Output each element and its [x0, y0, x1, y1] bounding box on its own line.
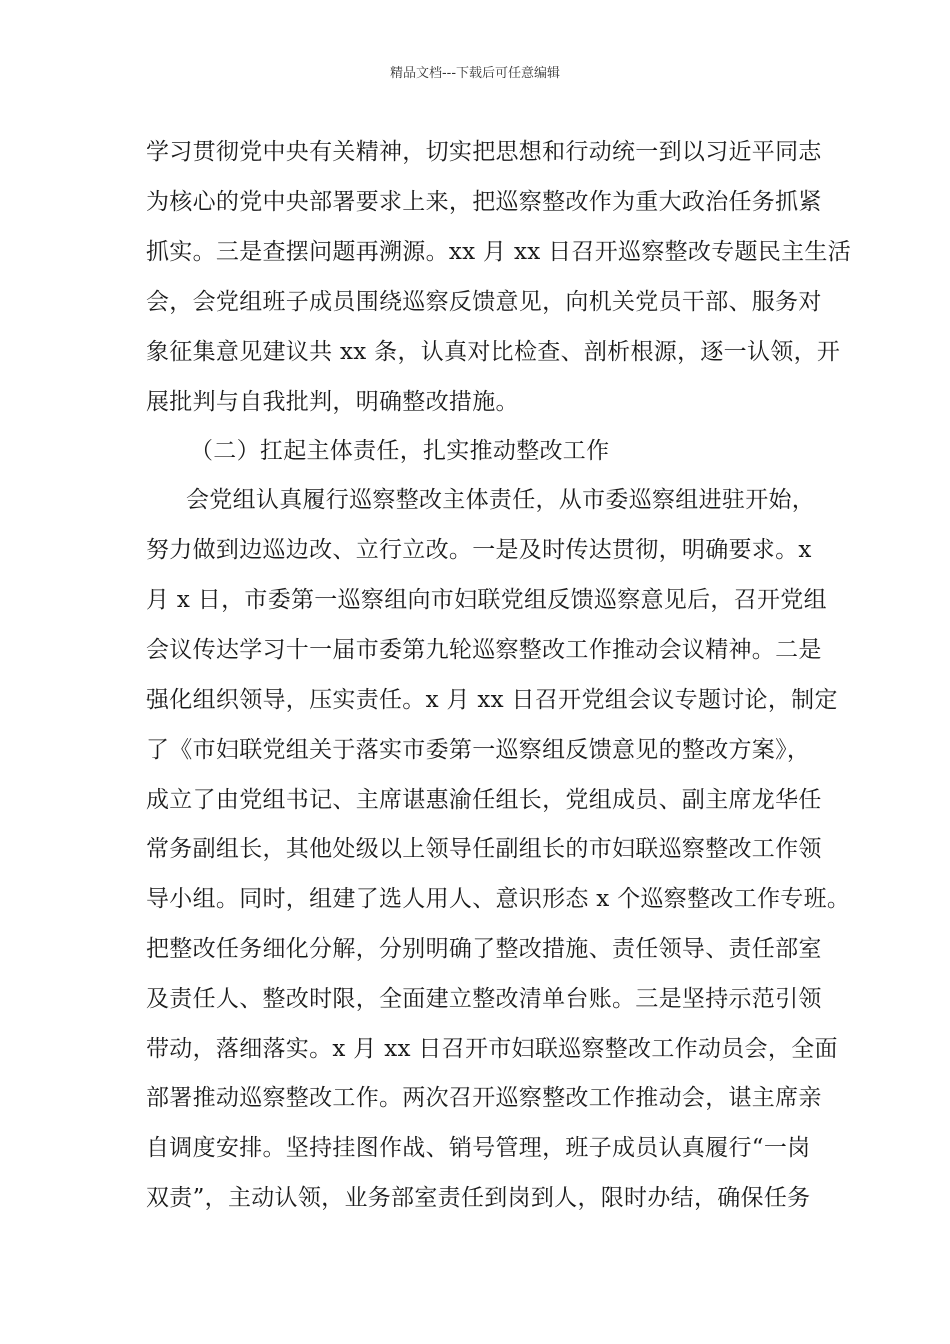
- body-line-3: 抓实。三是查摆问题再溯源。xx 月 xx 日召开巡察整改专题民主生活: [146, 239, 852, 265]
- body-line-18: 及责任人、整改时限，全面建立整改清单台账。三是坚持示范引领: [146, 986, 822, 1012]
- body-line-14: 成立了由党组书记、主席谌惠渝任组长，党组成员、副主席龙华任: [146, 787, 822, 813]
- body-line-17: 把整改任务细化分解，分别明确了整改措施、责任领导、责任部室: [146, 936, 822, 962]
- body-line-19: 带动，落细落实。x 月 xx 日召开市妇联巡察整改工作动员会，全面: [146, 1036, 838, 1062]
- body-line-21: 自调度安排。坚持挂图作战、销号管理，班子成员认真履行“一岗: [146, 1135, 811, 1161]
- section-heading: （二）扛起主体责任，扎实推动整改工作: [190, 438, 610, 464]
- body-line-5: 象征集意见建议共 xx 条，认真对比检查、剖析根源，逐一认领，开: [146, 339, 841, 365]
- body-line-11: 会议传达学习十一届市委第九轮巡察整改工作推动会议精神。二是: [146, 637, 822, 663]
- body-line-15: 常务副组长，其他处级以上领导任副组长的市妇联巡察整改工作领: [146, 836, 822, 862]
- body-line-9: 努力做到边巡边改、立行立改。一是及时传达贯彻，明确要求。x: [146, 537, 812, 563]
- body-line-22: 双责”，主动认领，业务部室责任到岗到人，限时办结，确保任务: [146, 1185, 811, 1211]
- body-line-20: 部署推动巡察整改工作。两次召开巡察整改工作推动会，谌主席亲: [146, 1085, 822, 1111]
- body-line-10: 月 x 日，市委第一巡察组向市妇联党组反馈巡察意见后，召开党组: [146, 587, 827, 613]
- body-line-13: 了《市妇联党组关于落实市委第一巡察组反馈意见的整改方案》，: [146, 737, 811, 763]
- page-header: 精品文档---下载后可任意编辑: [389, 66, 561, 81]
- body-line-16: 导小组。同时，组建了选人用人、意识形态 x 个巡察整改工作专班。: [146, 886, 851, 912]
- body-line-8: 会党组认真履行巡察整改主体责任，从市委巡察组进驻开始，: [186, 487, 816, 513]
- body-line-12: 强化组织领导，压实责任。x 月 xx 日召开党组会议专题讨论，制定: [146, 687, 838, 713]
- body-line-4: 会，会党组班子成员围绕巡察反馈意见，向机关党员干部、服务对: [146, 289, 822, 315]
- body-line-2: 为核心的党中央部署要求上来，把巡察整改作为重大政治任务抓紧: [146, 189, 822, 215]
- body-line-1: 学习贯彻党中央有关精神，切实把思想和行动统一到以习近平同志: [146, 139, 822, 165]
- body-line-6: 展批判与自我批判，明确整改措施。: [146, 389, 519, 415]
